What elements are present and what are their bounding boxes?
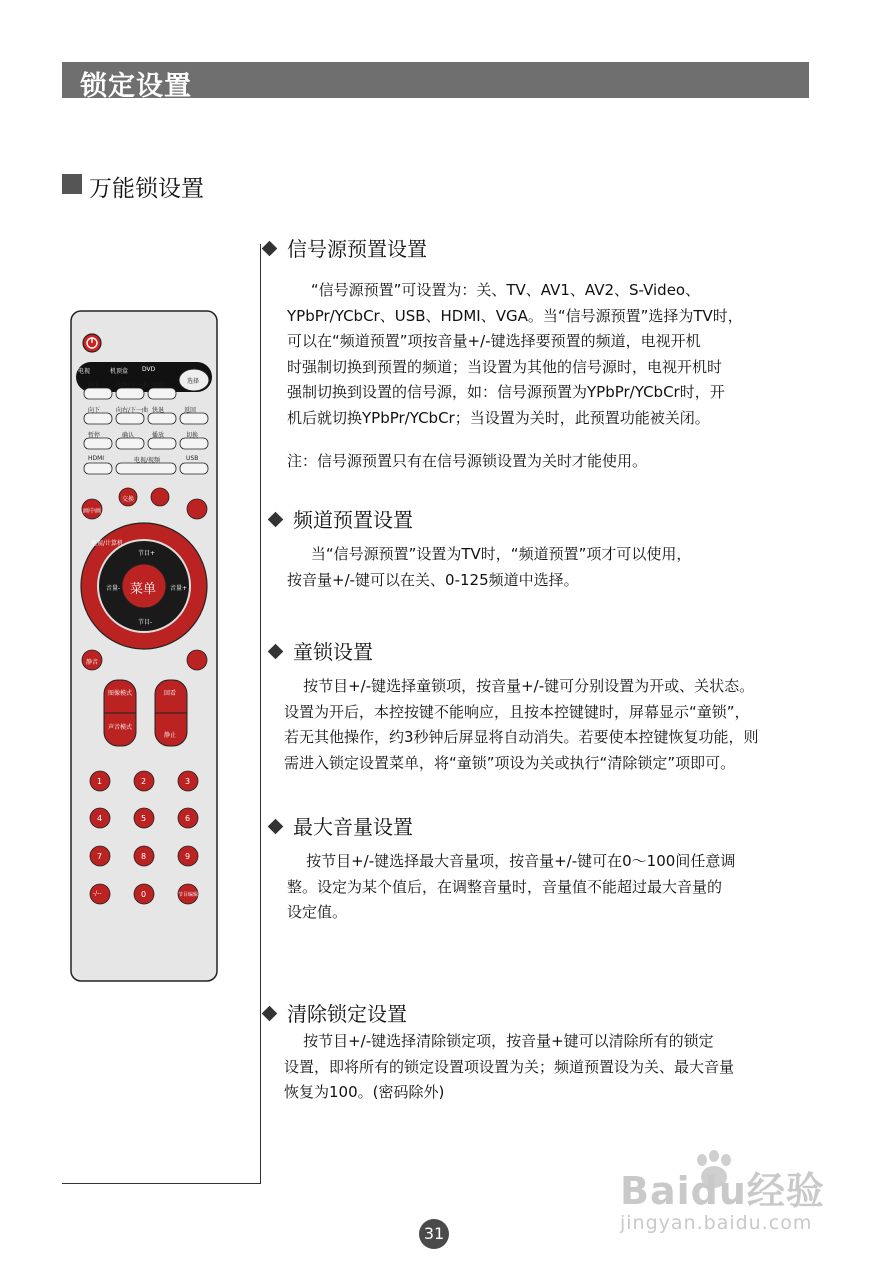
digit-label: 5: [141, 814, 147, 823]
mode-button-label: 图像模式: [108, 690, 133, 697]
diamond-bullet-icon: [262, 241, 278, 257]
watermark-url: jingyan.baidu.com: [620, 1212, 813, 1234]
button-label: HDMI: [88, 455, 105, 462]
section-paragraph: 按节目+/-键选择童锁项，按音量+/-键可分别设置为开或、关状态。 设置为开后，本控按键不能响应，且按本控键键时，屏幕显示“童锁”， 若无其他操作，约3秒钟后屏显将自动消失。若要使本控键恢复功能，则 需进入锁定设置菜单，将“童锁”项设为关或执行“清除锁定”项即可。: [284, 677, 759, 772]
button-label: 确认: [122, 432, 135, 439]
digit-label: -/--: [93, 890, 102, 897]
button-label: 返回: [184, 407, 197, 414]
swap-button-label: 交换: [122, 496, 135, 503]
section-title-clear-lock: [264, 998, 407, 1027]
digit-label: 3: [185, 777, 191, 786]
section-title-text: 清除锁定设置: [287, 1002, 407, 1026]
diamond-bullet-icon: [268, 819, 284, 835]
section-title-text: 信号源预置设置: [287, 237, 427, 261]
button-label: 向左/上一曲: [116, 382, 149, 389]
section-paragraph: “信号源预置”可设置为：关、TV、AV1、AV2、S-Video、 YPbPr/YCbCr、USB、HDMI、VGA。当“信号源预置”选择为TV时， 可以在“频道预置”项按音量+/-键选择要预置的频道，电视开机 时强制切换到预置的频道；当设置为其他的信号源时，电视开机时 强制切换到设置的信号源，如：信号源预置为YPbPr/YCbCr时，开 机后就切换YPbPr/YCbCr；当设置为关时，此预置功能被关闭。: [287, 281, 743, 427]
remote-control-illustration: [70, 310, 218, 982]
watermark-logo: Baidu经验: [620, 1169, 825, 1213]
digit-label: 0: [141, 890, 147, 899]
select-button-label: 选择: [187, 378, 200, 385]
diamond-bullet-icon: [268, 512, 284, 528]
vertical-divider: [260, 244, 261, 1184]
section-title-text: 童锁设置: [293, 640, 373, 664]
button-label: 快进: [152, 382, 165, 389]
ring-label: 节目-: [138, 619, 153, 626]
button-label: 播放: [152, 432, 165, 439]
mode-button-label: 回看: [164, 690, 177, 697]
button-label: 暂停: [88, 432, 101, 439]
section-title-source-preset: [264, 233, 427, 262]
ring-label: 画中画: [83, 508, 102, 515]
button-label: 向下: [88, 407, 101, 414]
mode-label-tv: 电视: [78, 368, 91, 375]
watermark: [620, 1160, 825, 1234]
section-title-channel-preset: [270, 504, 413, 533]
title-bar: [62, 62, 809, 102]
section-title-text: 最大音量设置: [293, 815, 413, 839]
section-paragraph: 按节目+/-键选择最大音量项，按音量+/-键可在0～100间任意调 整。设定为某个值后，在调整音量时，音量值不能超过最大音量的 设定值。: [287, 852, 736, 921]
digit-label: 2: [141, 777, 147, 786]
button-label: 向上: [88, 382, 101, 389]
button-label: USB: [186, 455, 199, 462]
section-title-max-volume: [270, 811, 413, 840]
ring-label: 节目+: [138, 550, 156, 557]
page-title: 锁定设置: [80, 71, 192, 102]
digit-label: 4: [97, 814, 103, 823]
button-label: 电视/视频: [134, 457, 161, 464]
button-label: 快退: [152, 407, 165, 414]
diamond-bullet-icon: [268, 644, 284, 660]
mode-button-label: 静止: [164, 732, 177, 739]
ring-label: 音量-: [106, 585, 121, 592]
digit-label: 7: [97, 852, 103, 861]
digit-label: 6: [185, 814, 191, 823]
menu-button-label: 菜单: [130, 582, 157, 597]
section-note: 注：信号源预置只有在信号源锁设置为关时才能使用。: [287, 452, 648, 470]
digit-label: 节目编辑: [178, 892, 199, 898]
ring-label: 音量+: [170, 585, 188, 592]
section-title-text: 频道预置设置: [293, 508, 413, 532]
button-label: 切换: [186, 432, 199, 439]
digit-label: 9: [185, 852, 191, 861]
mode-button-label: 声音模式: [108, 724, 133, 731]
ring-label: 电视/计算机: [91, 540, 124, 547]
mode-label-dvd: DVD: [142, 366, 156, 373]
section-paragraph: 按节目+/-键选择清除锁定项，按音量+键可以清除所有的锁定 设置，即将所有的锁定设置项设置为关；频道预置设为关、最大音量 恢复为100。(密码除外): [284, 1032, 735, 1101]
diamond-bullet-icon: [262, 1006, 278, 1022]
digit-label: 8: [141, 852, 147, 861]
ring-label: 静音: [86, 659, 99, 666]
section-title-child-lock: [270, 636, 373, 665]
square-bullet-icon: [62, 174, 82, 194]
page-number: 31: [419, 1219, 449, 1249]
horizontal-divider: [62, 1183, 261, 1184]
mode-label-stb: 机顶盒: [110, 368, 129, 375]
digit-label: 1: [97, 777, 103, 786]
button-label: 向右/下一曲: [116, 407, 149, 414]
subsection-title: 万能锁设置: [89, 176, 204, 202]
section-paragraph: 当“信号源预置”设置为TV时，“频道预置”项才可以使用， 按音量+/-键可以在关、0-125频道中选择。: [287, 545, 692, 589]
